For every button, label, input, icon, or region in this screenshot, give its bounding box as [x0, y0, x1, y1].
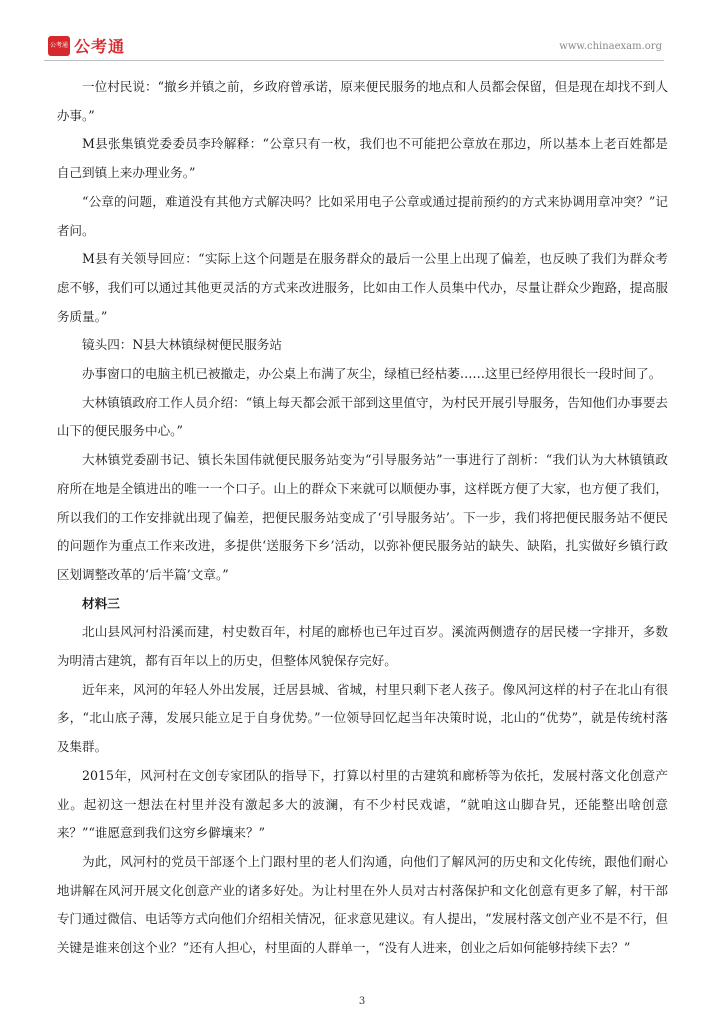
paragraph: 大林镇党委副书记、镇长朱国伟就便民服务站变为“引导服务站”一事进行了剖析：“我们认为大林镇镇政府所在地是全镇进出的唯一一个口子。山上的群众下来就可以顺便办事，这样既方便了大家，也方便了我们，所以我们的工作安排就出现了偏差，把便民服务站变成了‘引导服务站’。下一步，我们将把便民服务站不便民的问题作为重点工作来改进，多提供‘送服务下乡’活动，以弥补便民服务站的缺失、缺陷，扎实做好乡镇行政区划调整改革的‘后半篇’文章。”	[56, 452, 668, 582]
page-number: 3	[358, 996, 366, 1007]
paragraph: 一位村民说：“撤乡并镇之前，乡政府曾承诺，原来便民服务的地点和人员都会保留，但是现在却找不到人办事。”	[56, 79, 668, 123]
logo-badge-icon: 公考通	[48, 36, 70, 56]
paragraph: 2015年，风河村在文创专家团队的指导下，打算以村里的古建筑和廊桥等为依托，发展村落文化创意产业。起初这一想法在村里并没有激起多大的波澜，有不少村民戏谑，“就咱这山脚旮旯，还能整出啥创意来？”“谁愿意到我们这穷乡僻壤来？”	[56, 767, 668, 841]
site-url[interactable]: www.chinaexam.org	[559, 41, 662, 52]
paragraph: 为此，风河村的党员干部逐个上门跟村里的老人们沟通，向他们了解风河的历史和文化传统，跟他们耐心地讲解在风河开展文化创意产业的诸多好处。为让村里在外人员对古村落保护和文化创意有更多了解，村干部专门通过微信、电话等方式向他们介绍相关情况，征求意见建议。有人提出，“发展村落文创产业不是不行，但关键是谁来创这个业？”还有人担心，村里面的人群单一，“没有人进来，创业之后如何能够持续下去？”	[56, 853, 668, 956]
brand-logo[interactable]	[48, 34, 125, 57]
paragraph: 近年来，风河的年轻人外出发展，迁居县城、省城，村里只剩下老人孩子。像风河这样的村子在北山有很多，“北山底子薄，发展只能立足于自身优势。”一位领导回忆起当年决策时说，北山的“优势”，就是传统村落及集群。	[56, 681, 668, 755]
paragraph: 北山县风河村沿溪而建，村史数百年，村尾的廊桥也已年过百岁。溪流两侧遗存的居民楼一字排开，多数为明清古建筑，都有百年以上的历史，但整体风貌保存完好。	[56, 624, 668, 669]
paragraph: 大林镇镇政府工作人员介绍：“镇上每天都会派干部到这里值守，为村民开展引导服务，告知他们办事要去山下的便民服务中心。”	[56, 394, 668, 439]
section-heading: 材料三	[82, 595, 120, 611]
paragraph: M县张集镇党委委员李玲解释：“公章只有一枚，我们也不可能把公章放在那边，所以基本上老百姓都是自己到镇上来办理业务。”	[56, 136, 668, 181]
paragraph: “公章的问题，难道没有其他方式解决吗？比如采用电子公章或通过提前预约的方式来协调用章冲突？”记者问。	[56, 193, 668, 238]
paragraph: M县有关领导回应：“实际上这个问题是在服务群众的最后一公里上出现了偏差，也反映了我们为群众考虑不够，我们可以通过其他更灵活的方式来改进服务，比如由工作人员集中代办，尽量让群众少跑路，提高服务质量。”	[56, 251, 668, 324]
document-body	[56, 73, 668, 963]
scene-heading: 镜头四：N县大林镇绿树便民服务站	[82, 337, 282, 353]
header-divider	[44, 60, 664, 61]
page-header	[44, 30, 664, 62]
paragraph: 办事窗口的电脑主机已被撤走，办公桌上布满了灰尘，绿植已经枯萎……这里已经停用很长一段时间了。	[82, 366, 662, 382]
logo-text: 公考通	[74, 37, 126, 56]
